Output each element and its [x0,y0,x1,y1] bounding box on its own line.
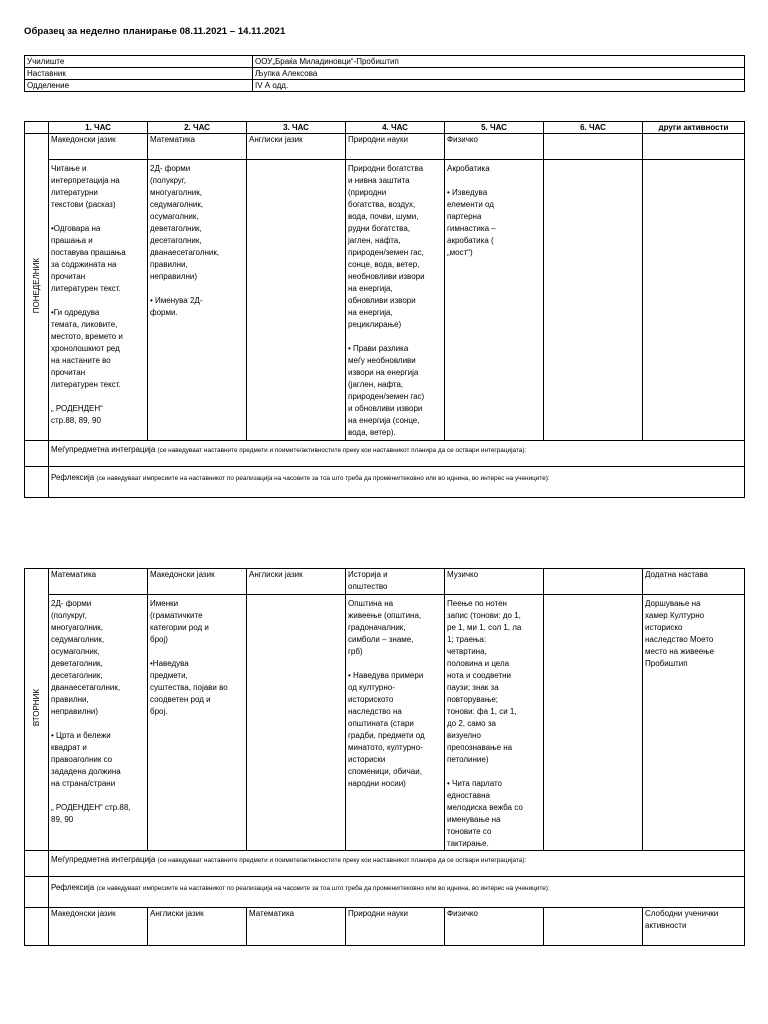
subject-cell: Природни науки [346,134,445,160]
content-cell [643,160,745,441]
subject-cell: Македонски јазик [49,134,148,160]
content-text: Природни богатства и нивна заштита (природни богатства, воздух, вода, почви, шуми, рудни богатства, јаглен, нафта, природен/земен гас, сонце, вода, ветер, необновливи извори на енергија, обновливи извори на енергија, рециклирање) [348,164,425,329]
header-cell: 5. ЧАС [445,122,544,134]
content-cell [544,160,643,441]
subject-cell: Додатна настава [643,569,745,595]
corner-cell [25,122,49,134]
content-text: •Наведува предмети, суштества, појави во соодветен род и број. [150,659,228,716]
subject-cell [544,908,643,946]
subject-cell [544,569,643,595]
content-text: •Ги одредува темата, ликовите, местото, времето и хронолошкиот ред на настаните во прочитан литературен текст. [51,308,123,389]
empty-cell [25,851,49,877]
subject-cell: Англиски јазик [247,569,346,595]
monday-plan-table [24,121,745,498]
subject-cell: Историја и општество [346,569,445,595]
empty-cell [25,441,49,467]
content-cell [49,595,148,851]
day-label-cell [25,134,49,441]
content-text: „ РОДЕНДЕН“ стр.88, 89, 90 [51,803,131,824]
subject-row [25,569,745,595]
subject-cell: Англиски јазик [247,134,346,160]
content-cell [445,595,544,851]
content-row [25,595,745,851]
content-cell [544,595,643,851]
subject-cell: Физичко [445,908,544,946]
subject-cell: Македонски јазик [148,569,247,595]
content-cell [148,160,247,441]
content-text: • Именува 2Д- форми. [150,296,203,317]
content-text: 2Д- форми (полукруг, многуаголник, седумаголник, осумаголник, деветаголник, десетаголник, дванаесетаголник, правилни, неправилни) [150,164,220,281]
content-text: • Наведува примери од културно- историското наследство на општината (стари градби, предмети од минатото, културно- историски споменици, обичаи, народни носии) [348,671,425,788]
subject-cell: Математика [247,908,346,946]
integration-row [25,441,745,467]
content-cell [247,160,346,441]
header-cell: 4. ЧАС [346,122,445,134]
subject-cell: Англиски јазик [148,908,247,946]
content-text: • Изведува елементи од партерна гимнастика – акробатика ( „мост“) [447,188,496,257]
integration-row [25,851,745,877]
info-value: ООУ„Браќа Миладиновци“-Пробиштип [253,56,745,68]
reflection-row [25,877,745,908]
content-text: 2Д- форми (полукруг, многуаголник, седумаголник, осумаголник, деветаголник, десетаголник, дванаесетаголник, правилни, неправилни) [51,599,121,716]
info-label: Одделение [25,80,253,92]
content-text: „ РОДЕНДЕН“ стр.88, 89, 90 [51,404,103,425]
header-cell: 2. ЧАС [148,122,247,134]
empty-cell [25,467,49,498]
content-text: Читање и интерпретација на литературни текстови (расказ) [51,164,120,209]
content-text: • Црта и бележи квадрат и правоаголник со зададена должина на страна/страни [51,731,121,788]
header-cell: други активности [643,122,745,134]
header-cell: 1. ЧАС [49,122,148,134]
tuesday-plan-table [24,568,745,946]
subject-cell: Слободни ученички активности [643,908,745,946]
subject-cell: Математика [49,569,148,595]
day-label-cell [25,569,49,851]
header-cell: 3. ЧАС [247,122,346,134]
content-cell [643,595,745,851]
content-cell [148,595,247,851]
content-text: Акробатика [447,164,490,173]
reflection-note: (се наведуваат импресиите на наставникот по реализација на часовите за тоа што треба да промени/тековно или во иднина, во интерес на учениците): [96,885,550,892]
content-text: • Прави разлика меѓу необновливи извори на енергија (јаглен, нафта, природен/земен гас) и обновливи извори на енергија (сонце, вода, ветер). [348,344,425,437]
content-text: • Чита парлато едноставна мелодиска вежба со именување на тоновите со тактирање. [447,779,523,848]
integration-label: Меѓупредметна интеграција [51,445,156,454]
integration-note: (се наведуваат наставните предмети и поимите/активностите преку кои наставникот планира да се оствари интеграцијата): [157,857,527,864]
content-cell [346,595,445,851]
info-value: Љупка Алексова [253,68,745,80]
reflection-row [25,467,745,498]
integration-cell [49,441,745,467]
info-label: Наставник [25,68,253,80]
info-row-class [25,80,745,92]
day-label-cell [25,908,49,946]
day-label: ВТОРНИК [31,689,41,727]
reflection-cell [49,877,745,908]
day-label: ПОНЕДЕЛНИК [31,257,41,313]
info-label: Училиште [25,56,253,68]
info-table [24,55,745,92]
header-row [25,122,745,134]
content-cell [445,160,544,441]
content-row [25,160,745,441]
subject-cell: Музичко [445,569,544,595]
content-cell [346,160,445,441]
subject-cell: Македонски јазик [49,908,148,946]
empty-cell [25,877,49,908]
subject-cell: Природни науки [346,908,445,946]
content-text: •Одговара на прашања и поставува прашања за содржината на прочитан литературен текст. [51,224,126,293]
header-cell: 6. ЧАС [544,122,643,134]
subject-cell: Физичко [445,134,544,160]
reflection-cell [49,467,745,498]
subject-row-next-day [25,908,745,946]
subject-cell: Математика [148,134,247,160]
reflection-label: Рефлексија [51,883,95,892]
info-value: IV А одд. [253,80,745,92]
info-row-teacher [25,68,745,80]
integration-note: (се наведуваат наставните предмети и поимите/активностите преку кои наставникот планира да се оствари интеграцијата): [157,447,527,454]
content-cell [247,595,346,851]
integration-cell [49,851,745,877]
subject-cell [643,134,745,160]
subject-cell [544,134,643,160]
content-cell [49,160,148,441]
info-row-school [25,56,745,68]
content-text: Доршување на хамер Културно историско наследство Моето место на живеење Пробиштип [645,599,715,668]
content-text: Именки (граматичките категории род и број) [150,599,209,644]
subject-row [25,134,745,160]
content-text: Општина на живеење (општина, градоначалник, симболи – знаме, грб) [348,599,422,656]
reflection-note: (се наведуваат импресиите на наставникот по реализација на часовите за тоа што треба да промени/тековно или во иднина, во интерес на учениците): [96,475,550,482]
integration-label: Меѓупредметна интеграција [51,855,156,864]
page-title: Образец за неделно планирање 08.11.2021 – 14.11.2021 [24,26,286,37]
content-text: Пеење по нотен запис (тонови: до 1, ре 1, ми 1, сол 1, ла 1; траења: четвртина, половина и цела нота и соодветни паузи; знак за повторување; тонови: фа 1, си 1, до 2, само за визуелно препознавање на петолиние) [447,599,522,764]
reflection-label: Рефлексија [51,473,95,482]
